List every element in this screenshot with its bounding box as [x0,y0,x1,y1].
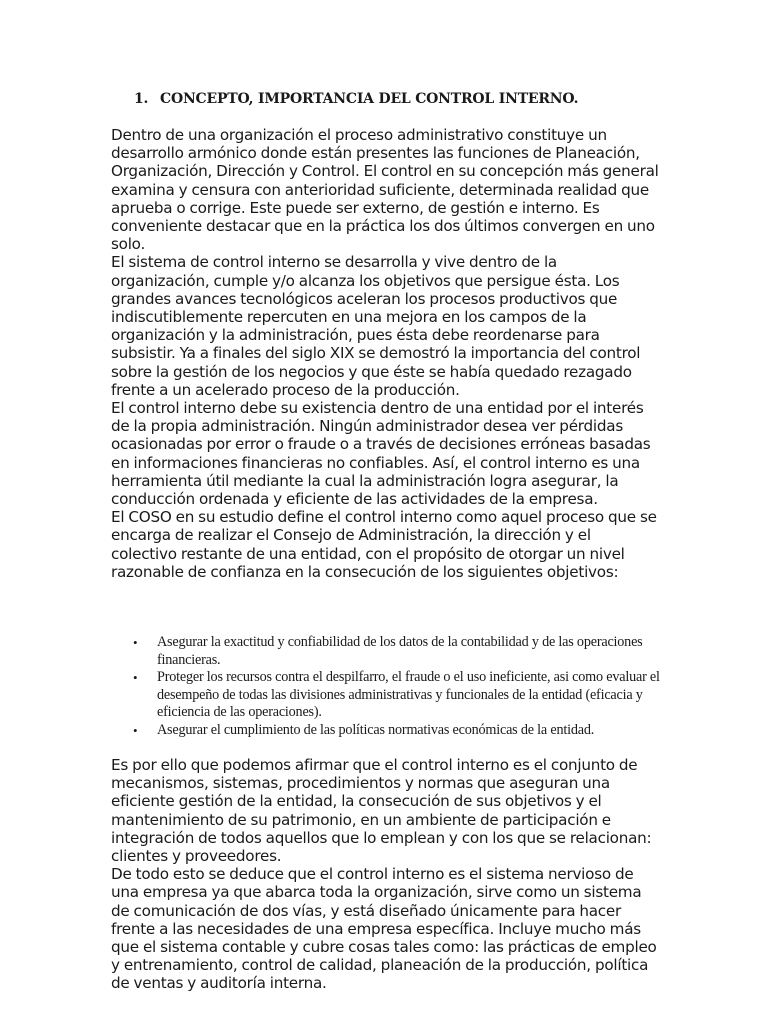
list-item-text: Asegurar la exactitud y confiabilidad de los datos de la contabilidad y de las operaciones financieras. [157,634,643,668]
section-heading [134,91,578,107]
section-number: 1. [134,91,149,107]
text-block-conclusion [111,756,659,993]
paragraph-sistema-control: El sistema de control interno se desarrolla y vive dentro de la organización, cumple y/o alcanza los objetivos que persigue ésta. Los grandes avances tecnológicos aceleran los procesos productivos que indiscutiblemente repercuten en una mejora en los campos de la organización y la administración, pues ésta debe reordenarse para subsistir. Ya a finales del siglo XIX se demostró la importancia del control sobre la gestión de los negocios y que éste se había quedado rezagado frente a un acelerado proceso de la producción. [111,253,641,399]
list-item [133,669,663,722]
paragraph-coso: El COSO en su estudio define el control interno como aquel proceso que se encarga de realizar el Consejo de Administración, la dirección y el colectivo restante de una entidad, con el propósito de otorgar un nivel razonable de confianza en la consecución de los siguientes objetivos: [111,508,657,581]
paragraph-sistema-nervioso: De todo esto se deduce que el control interno es el sistema nervioso de una empresa ya que abarca toda la organización, sirve como un sistema de comunicación de dos vías, y está diseñado únicamente para hacer frente a las necesidades de una empresa específica. Incluye mucho más que el sistema contable y cubre cosas tales como: las prácticas de empleo y entrenamiento, control de calidad, planeación de la producción, política de ventas y auditoría interna. [111,865,657,993]
paragraph-organizacion: Dentro de una organización el proceso administrativo constituye un desarrollo armónico donde están presentes las funciones de Planeación, Organización, Dirección y Control. El control en su concepción más general examina y censura con anterioridad suficiente, determinada realidad que aprueba o corrige. Este puede ser externo, de gestión e interno. Es conveniente destacar que en la práctica los dos últimos convergen en uno solo. [111,126,659,254]
paragraph-existencia: El control interno debe su existencia dentro de una entidad por el interés de la propia administración. Ningún administrador desea ver pérdidas ocasionadas por error o fraude o a través de decisiones erróneas basadas en informaciones financieras no confiables. Así, el control interno es una herramienta útil mediante la cual la administración logra asegurar, la conducción ordenada y eficiente de las actividades de la empresa. [111,399,651,509]
bullet-icon: • [133,670,138,686]
section-title: CONCEPTO, IMPORTANCIA DEL CONTROL INTERNO. [160,91,579,107]
text-block-intro [111,126,659,581]
bullet-icon: • [133,722,138,738]
list-item-text: Asegurar el cumplimiento de las políticas normativas económicas de la entidad. [157,721,595,738]
list-item [133,634,663,669]
bullet-icon: • [133,635,138,650]
paragraph-conjunto: Es por ello que podemos afirmar que el control interno es el conjunto de mecanismos, sistemas, procedimientos y normas que aseguran una eficiente gestión de la entidad, la consecución de sus objetivos y el mantenimiento de su patrimonio, en un ambiente de participación e integración de todos aquellos que lo emplean y con los que se relacionan: clientes y proveedores. [111,756,652,866]
objectives-list [133,634,663,740]
list-item-text: Proteger los recursos contra el despilfarro, el fraude o el uso ineficiente, asi como evaluar el desempeño de todas las divisiones administrativas y funcionales de la entidad (eficacia y eficiencia de las operaciones). [157,669,660,721]
list-item [133,722,663,740]
